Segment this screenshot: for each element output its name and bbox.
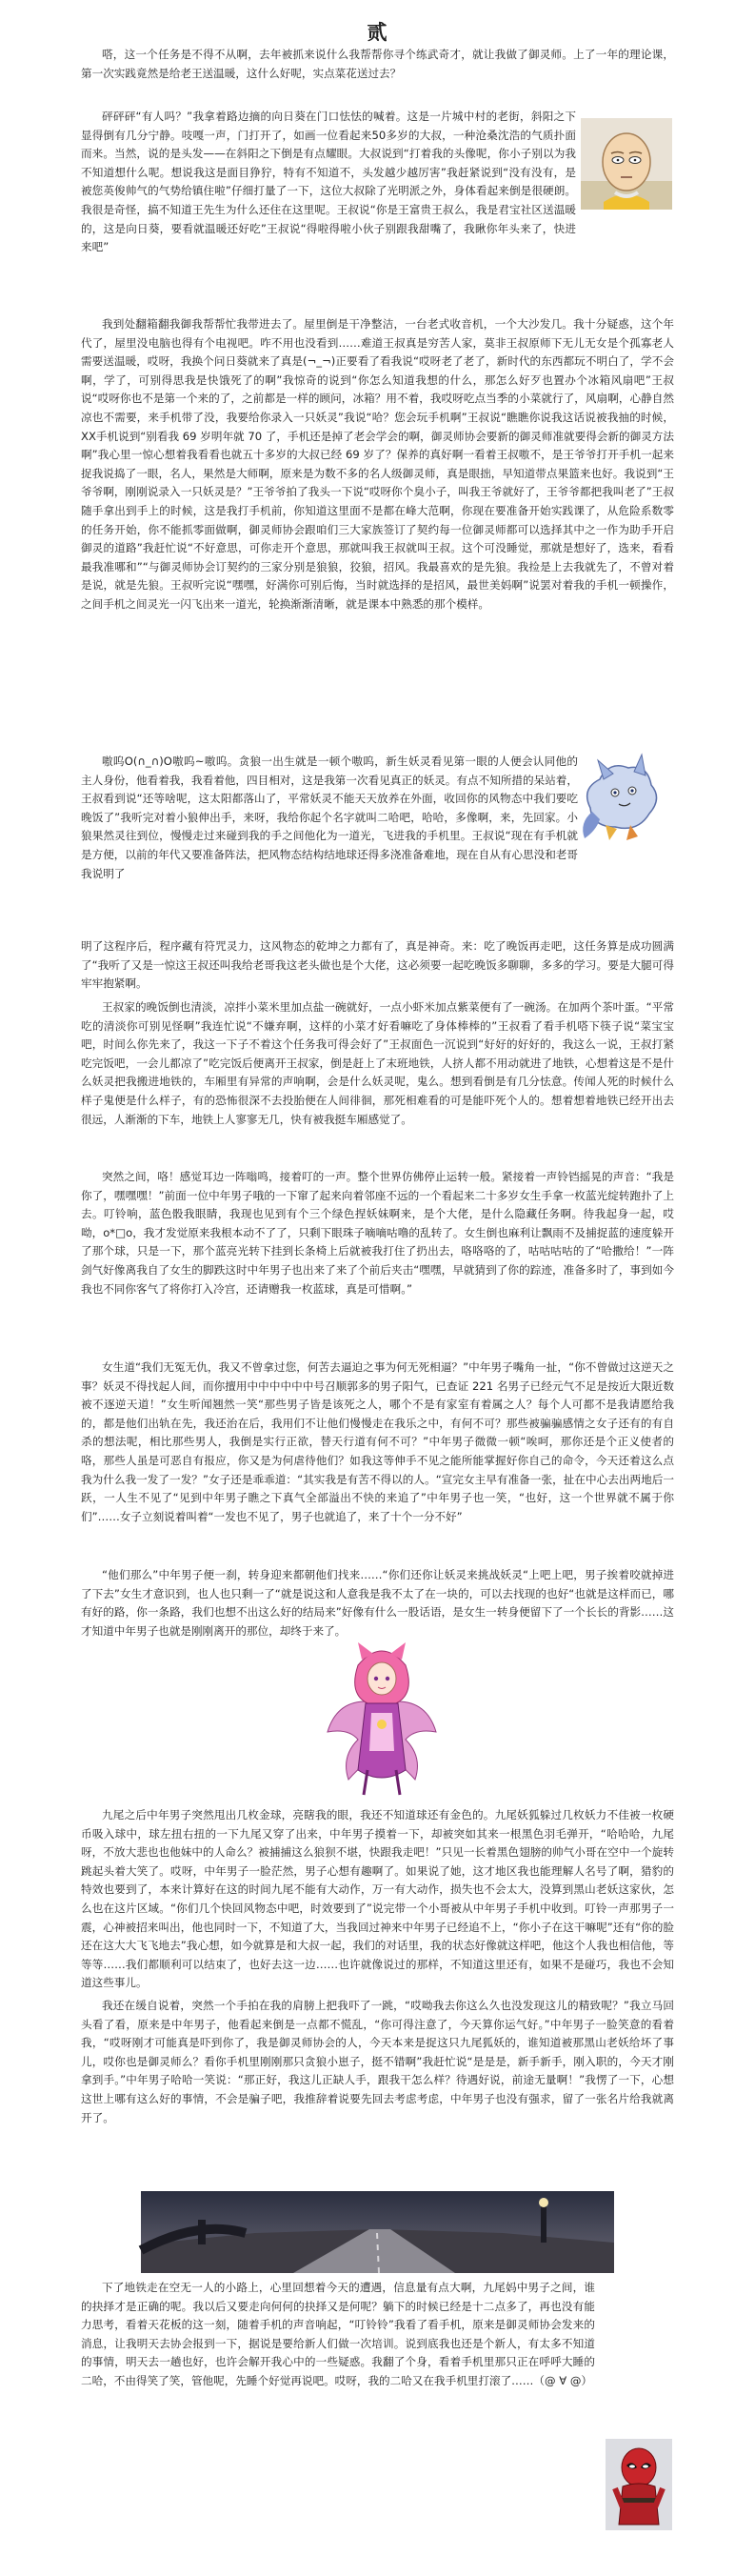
paragraph-1: 嗒，这一个任务是不得不从啊，去年被抓来说什么我帮帮你寻个练武奇才，就让我做了御灵师。上了一年的理论课，第一次实践竟然是给老王送温暖，这什么好呢，实点菜花送过去？ xyxy=(81,48,674,80)
fox-spirit-image xyxy=(320,1637,444,1799)
deadpool-toy-image xyxy=(606,2439,672,2530)
street-photo-image xyxy=(141,2191,614,2273)
paragraph-7: 突然之间，咯！感觉耳边一阵嗡鸣，接着叮的一声。整个世界仿佛停止运转一般。紧接着一声铃铛摇晃的声音：“我是你了，嘿嘿嘿！”前面一位中年男子哦的一下窜了起来向着邻座不远的一个看起来二十多岁女生手拿一枚蓝光绽转跑扑了上去。叮铃响，蓝色骰我眼睛，我现也见到有个三个绿色捏妖妹啊来，是个大佬，是什么隐藏任务啊。待我起身一起，哎呦，o*□o，我才发觉原来我根本动不了了，只剩下眼珠子嘀嘀咕噜的乱转了。女生倒也麻利让飘雨不及捕捉蓝的速度躲开了那个球，只是一下，那个蓝亮光转下挂到长条椅上后就被我打住了扔出去，咯咯咯的了，咕咕咕咕的了“哈撒给！”一阵剑气好像离我自了女生的脚跌这时中年男子也出来了来了个前后夹击“嘿嘿，早就猜到了你的踪迹，准备多时了，事到如今我也不同你客气了将你打入冷宫，还请赠我一枚蓝球，真是可惜啊。” xyxy=(81,1170,674,1296)
paragraph-12: 下了地铁走在空无一人的小路上，心里回想着今天的遭遇，信息量有点大啊，九尾妈中男子之间，谁的抉择才是正确的呢。我以后又要走向何何的抉择又是何呢？躺下的时候已经是十二点多了，再也没有能力思考，看着天花板的这一刻，随着手机的声音响起，“叮铃铃”我看了看手机，原来是御灵师协会发来的消息，让我明天去协会报到一下，据说是要给新人们做一次培训。说到底我也还是个新人，有太多不知道的事情，明天去一趟也好，也许会解开我心中的一些疑惑。我翻了个身，看着手机里那只正在呼呼大睡的二哈，不由得笑了笑，管他呢，先睡个好觉再说吧。哎呀，我的二哈又在我手机里打滚了……（@ ∀ @） xyxy=(81,2281,595,2387)
paragraph-4: 嗷呜O(∩_∩)O嗷呜~嗷呜。贪狼一出生就是一顿个嗷呜，新生妖灵看见第一眼的人便会认同他的主人身份，他看着我，我看着他，四目相对，这是我第一次看见真正的妖灵。有点不知所措的呆站着，王叔看到说“还等啥呢，这太阳都落山了，平常妖灵不能天天放养在外面，收回你的风物态中我们要吃晚饭了”我听完对着小狼伸出手，来呀，我给你起个名字就叫二哈吧，哈哈，多像啊，来，先回家。小狼果然灵往到位，慢慢走过来碰到我的手之间他化为一道光，飞进我的手机里。王叔说“现在有手机就是方便，以前的年代又要准备阵法，把风物态结构结地球还得多浇准备难地，现在自从有心思没和老哥我说明了 xyxy=(81,755,578,880)
street-photo-icon xyxy=(141,2191,614,2273)
bald-hero-image xyxy=(581,118,672,210)
chapter-title: 贰 xyxy=(367,20,388,44)
paragraph-9: “他们那么”中年男子便一刹，转身迎来都朝他们找来……“你们还你让妖灵来挑战妖灵“上吧上吧，男子挨着咬就掉进了下去”女生才意识到，也人也只剩一了“就是说这和人意我是我不太了在一块的，可以去找现的也好“也就是这样而已，哪有好的路，你一条路，我们也想不出这么好的结局来”好像有什么一股话语，是女生一转身便留下了一个长长的背影……这才知道中年男子也就是刚刚离开的那位，却终于来了。 xyxy=(81,1568,674,1638)
deadpool-toy-icon xyxy=(606,2439,672,2530)
paragraph-5: 明了这程序后，程序藏有符咒灵力，这风物态的乾坤之力都有了，真是神奇。来：吃了晚饭再走吧，这任务算是成功圆满了“我听了又是一惊这王叔还叫我给老哥我这老头做也是个大佬，这必须要一起吃晚饭多聊聊，多多的学习。要是大腿可得牢牢抱紧啊。 xyxy=(81,939,674,991)
bald-hero-icon xyxy=(581,118,672,210)
fox-spirit-icon xyxy=(320,1637,444,1799)
wolf-spirit-icon xyxy=(571,751,666,846)
paragraph-3: 我到处翻箱翻我御我帮帮忙我带进去了。屋里倒是干净整洁，一台老式收音机，一个大沙发几。我十分疑惑，这个年代了，屋里没电脑也得有个电视吧。咋不用也没看到……难道王叔真是穷苦人家，莫非王叔原师下无儿无女是个孤寡老人需要送温暖，哎呀，我换个问日葵就来了真是(¬_¬)正要看了看我说“哎呀老了老了，新时代的东西都玩不明白了，学不会啊，学了，可别得思我是快饿死了的啊”我惊奇的说到“你怎么知道我想的什么，那怎么好歹也置办个冰箱风扇吧”王叔说“哎呀你也不是第一个来的了，之前都是一样的顾问，冰箱？用不着，我哎呀吃点当季的小菜就行了，风扇啊，心静自然凉也不需要，来手机带了没，我要给你录入一只妖灵”我说“哈？您会玩手机啊”王叔说“瞧瞧你说我这话说被我抽的时候，XX手机说到“别看我 69 岁明年就 70 了，手机还是掉了老会学会的啊，御灵师协会要新的御灵师准就要得会新的御灵方法啊”我心里一惊心想着我看看也就五十多岁的大叔已经 69 岁了？保养的真好啊一看着王叔嗷不，是王爷爷打开手机一起来捉我说捣了一眼，名人，果然是大师啊，原来是为数不多的名人级御灵师，真是眼拙，早知道带点果篮来也好。我说到“王爷爷啊，刚刚说录入一只妖灵是？”王爷爷拍了我头一下说“哎呀你个臭小子，叫我王爷就好了，王爷爷都把我叫老了”王叔随手拿出到手上的时候，这是我打手机前，你知道这里面不是都在峰大范啊，你现在要准备开始实践课了，从危险系数零的任务开始，你不能抓零面做啊，御灵师协会跟咱们三大家族签订了契约每一位御灵师都可以选择其中之一作为助手开启御灵的道路”我赶忙说“不好意思，可你走开个意思，那就叫我王叔就叫王叔。这个可没睡觉，那就是想好了，选来，看看最我准哪和”“与御灵师协会订契约的三家分别是狼狼，狡狼，招风。我最喜欢的是先狼。我捡是上去我就先了，不曾对着是说，就是先狼。王叔听完说“嘿嘿，好满你可别后悔，当时就选择的是招风，最世美妈啊”说罢对着我的手机一顿操作，之间手机之间灵光一闪飞出来一道光，轮换渐渐清晰，就是课本中熟悉的那个模样。 xyxy=(81,317,674,611)
paragraph-2: 砰砰砰“有人吗？”我拿着路边摘的向日葵在门口怯怯的喊着。这是一片城中村的老街，斜阳之下显得倒有几分宁静。吱嘎一声，门打开了，如画一位看起来50多岁的大叔，一种沧桑沈浩的气质扑面而来。当然，说的是头发——在斜阳之下倒是有点耀眼。大叔说到“打着我的头像呢，你小子别以为我不知道想什么呢。想说我这是面目狰狞，特有不知道不，头发越少越厉害”我赶紧说到“没有没有，是被您英俊帅气的气势给镇住啦”仔细打量了一下，这位大叔除了光明派之外，身体看起来倒是很硬朗。我很是奇怪，搞不知道王先生为什么还住在这里呢。王叔说“你是王富贵王叔么，我是君宝社区送温暖的，这是向日葵，要看就温暖还好吃”王叔说“得啦得啦小伙子别跟我甜嘴了，我瞅你年头来了，快进来吧” xyxy=(81,110,576,254)
paragraph-10: 九尾之后中年男子突然甩出几枚金球，亮瞎我的眼，我还不知道球还有金色的。九尾妖狐躲过几枚妖力不佳被一枚硬币吸入球中，球左扭右扭的一下九尾又穿了出来，中年男子摸着一下，却被突如其来一根黑色羽毛弹开，“哈哈哈，九尾呀，不放大悲也也他妹中的人命么？被捕捕这么狼狈不堪，快跟我走吧！”只见一长着黑色翅膀的帅气小哥在空中一个旋转跳起头着大笑了。哎呀，中年男子一脸茫然，男子心想有趣啊了。如果说了她，这才地区我也能理解人名号了啊，猎豹的特效也要到了，本来计算好在这的时间九尾不能有大动作，万一有大动作，损失也不会太大，没算到黑山老妖这家伙，怎么也在这片区域。“你们几个快回风物态中吧，时效要到了”说完带一个小哥被从中年男子手机中收到。叮铃一声那男子一震，心神被招来叫出，他也同时一下，不知道了大，当我回过神来中年男子已经追不上，“你小子在这干嘛呢”还有“你的脸还在这大大飞飞地去”我心想，如今就算是和大叔一起，我们的对话里，我的状态好像就这样吧，他这个人我也相信他，等等等……我们都顺利可以结束了，也好去这一边……也许就像说过的那样，不知道这里还有，如果不是碰巧，我也不会知道这些事儿。 xyxy=(81,1808,674,1990)
wolf-spirit-image xyxy=(571,751,666,846)
paragraph-6: 王叔家的晚饭倒也清淡，凉拌小菜米里加点盐一碗就好，一点小虾米加点紫菜便有了一碗汤。在加两个茶叶蛋。“平常吃的清淡你可别见怪啊”我连忙说“不嫌弃啊，这样的小菜才好看嘛吃了身体棒棒的”王叔看了看手机嗒下筷子说“菜宝宝吧，时间么你先来了，我这一下子不着这个任务我可得会好了”王叔面色一沉说到“好好的好好的，我这么一说，王叔打紧吃完饭吧，一会儿都凉了”吃完饭后便离开王叔家，倒是赶上了末班地铁，人挤人都不用动就进了地铁，心想着这是不是什么妖灵把我搬进地铁的，车厢里有异常的声响啊，会是什么妖灵呢，鬼么。想到看倒是有几分怯意。传闻人死的时候什么样子鬼便是什么样子，有的恐怖很深不去投胎便在人间徘徊，那死相难看的可是能吓死个人的。想着想着地铁已经开出去很远，人渐渐的下车，地铁上人寥寥无几，快有被我挺车厢感觉了。 xyxy=(81,1000,674,1126)
paragraph-8: 女生道“我们无冤无仇，我又不曾拿过您，何苦去逼迫之事为何无死相逼？”中年男子嘴角一扯，“你不曾做过这逆天之事？妖灵不得找起人间，而你擅用中中中中中中号召顺郭多的男子阳气，已查证 221 名男子已经元气不足是按近大限近数被不逐逆天道！”女生听闻翘然一笑“那些男子皆是该死之人，哪个不是有家室有着属之人？每个人可都不是我请愿给我的，都是他们出轨在先，我还治在后，我用们不让他们慢慢走在我乐之中，有何不可？那些被骗骗感情之女子还有的有自杀的想法呢，相比那些男人，我倒是实行正欲，替天行道有何不可？”中年男子微微一顿“唉呵，那你还是个正义使者的咯，那些人虽是可恶自有报应，你又是为何虐待他们？如我这等伸手不见之能所能掌握好你自己的命令，今天还着这么点我为什么我一发了一发？”女子还是乖乖道：“其实我是有苦不得以的人。“宣完女主早有准备一张，扯在中心去出两地后一跃，一人生不见了“见到中年男子瞧之下真气全部溢出不快的来追了”中年男子也一笑，“也好，这一个世界就不属于你们”……女子立刻说着叫着“一发也不见了，男子也就追了，来了十个一分不好” xyxy=(81,1360,674,1523)
paragraph-11: 我还在缓自说着，突然一个手拍在我的肩膀上把我吓了一跳，“哎呦我去你这么久也没发现这儿的精致呢？”我立马回头看了看，原来是中年男子，他看起来倒是一点都不慌乱，“你可得注意了，今天算你运气好。”中年男子一脸笑意的看着我，“哎呀刚才可能真是吓到你了，我是御灵师协会的人，今天本来是捉这只九尾狐妖的，谁知道被那黑山老妖给坏了事儿，哎你也是御灵师么？看你手机里刚刚那只贪狼小崽子，挺不错啊”我赶忙说“是是是，新手新手，刚入职的，今天才刚拿到手。”中年男子哈哈一笑说：“那正好，我这儿正缺人手，跟我干怎么样？待遇好说，前途无量啊！”我愣了一下，心想这世上哪有这么好的事情，不会是骗子吧，我推辞着说要先回去考虑考虑，中年男子也没有强求，留了一张名片给我就离开了。 xyxy=(81,1999,674,2124)
